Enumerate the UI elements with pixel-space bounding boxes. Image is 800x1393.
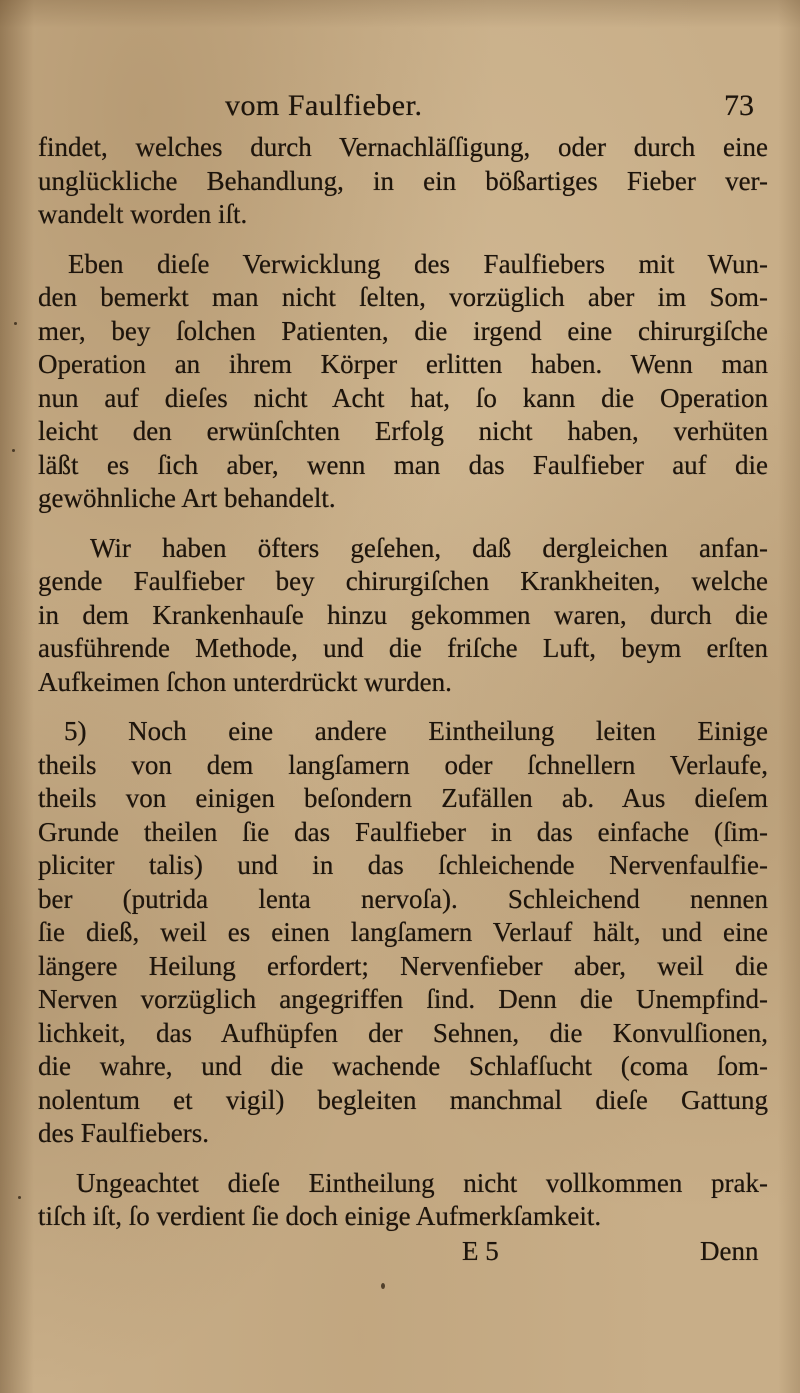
- text-line: 5) Noch eine andere Eintheilung leiten Einige: [64, 716, 768, 746]
- text-line: Wir haben öfters geſehen, daß dergleichen anfan-: [90, 532, 768, 563]
- text-line: Grunde theilen ſie das Faulfieber in das einfache (ſim-: [38, 816, 768, 847]
- text-line: tiſch iſt, ſo verdient ſie doch einige Aufmerkſamkeit.: [38, 1201, 602, 1231]
- text-line: Operation an ihrem Körper erlitten haben. Wenn man: [38, 349, 768, 379]
- paragraph: [38, 1167, 768, 1234]
- catchword: Denn: [700, 1236, 759, 1266]
- text-line: ber (putrida lenta nervoſa). Schleichend nennen: [38, 883, 768, 914]
- paragraph: [38, 248, 768, 516]
- text-line: längere Heilung erfordert; Nervenfieber aber, weil die: [38, 950, 768, 981]
- text-line: die wahre, und die wachende Schlafſucht (coma ſom-: [38, 1051, 768, 1081]
- text-line: nun auf dieſes nicht Acht hat, ſo kann die Operation: [38, 382, 768, 413]
- text-line: in dem Krankenhauſe hinzu gekommen waren, durch die: [38, 599, 768, 630]
- text-line: ausführende Methode, und die friſche Luft, beym erſten: [38, 633, 768, 663]
- page-number: 73: [724, 89, 754, 122]
- paragraph: [38, 532, 768, 700]
- text-line: theils von einigen beſondern Zufällen ab. Aus dieſem: [38, 783, 768, 813]
- ink-speck: [12, 449, 15, 452]
- text-line: läßt es ſich aber, wenn man das Faulfieber auf die: [38, 449, 768, 480]
- signature-mark: E 5: [462, 1236, 499, 1266]
- text-line: pliciter talis) und in das ſchleichende Nervenfaulfie-: [38, 850, 768, 880]
- ink-speck: [18, 1196, 21, 1199]
- text-line: findet, welches durch Vernachläſſigung, oder durch eine: [38, 132, 768, 162]
- text-line: Eben dieſe Verwicklung des Faulfiebers mit Wun-: [68, 248, 768, 279]
- running-title: vom Faulfieber.: [225, 89, 423, 122]
- text-line: Ungeachtet dieſe Eintheilung nicht vollkommen prak-: [76, 1167, 768, 1198]
- text-line: mer, bey ſolchen Patienten, die irgend eine chirurgiſche: [38, 315, 768, 346]
- paragraph-continuation: [38, 131, 768, 232]
- text-line: unglückliche Behandlung, in ein bößartiges Fieber ver-: [38, 165, 768, 196]
- text-line: ſie dieß, weil es einen langſamern Verlauf hält, und eine: [38, 917, 768, 947]
- text-line: des Faulfiebers.: [38, 1118, 209, 1148]
- ink-speck: [14, 322, 17, 325]
- paragraph-numbered: [38, 715, 768, 1151]
- text-line: gende Faulfieber bey chirurgiſchen Krankheiten, welche: [38, 566, 768, 596]
- text-line: theils von dem langſamern oder ſchnellern Verlaufe,: [38, 749, 768, 780]
- text-block: [38, 131, 768, 1234]
- text-line: leicht den erwünſchten Erfolg nicht haben, verhüten: [38, 416, 768, 446]
- text-line: Nerven vorzüglich angegriffen ſind. Denn die Unempfind-: [38, 984, 768, 1014]
- text-line: lichkeit, das Aufhüpfen der Sehnen, die Konvulſionen,: [38, 1017, 768, 1048]
- text-line: Aufkeimen ſchon unterdrückt wurden.: [38, 666, 452, 697]
- text-line: gewöhnliche Art behandelt.: [38, 483, 336, 513]
- text-line: den bemerkt man nicht ſelten, vorzüglich aber im Som-: [38, 282, 768, 312]
- text-line: nolentum et vigil) begleiten manchmal dieſe Gattung: [38, 1084, 768, 1115]
- text-line: wandelt worden iſt.: [38, 199, 248, 229]
- ink-speck: [381, 1283, 385, 1289]
